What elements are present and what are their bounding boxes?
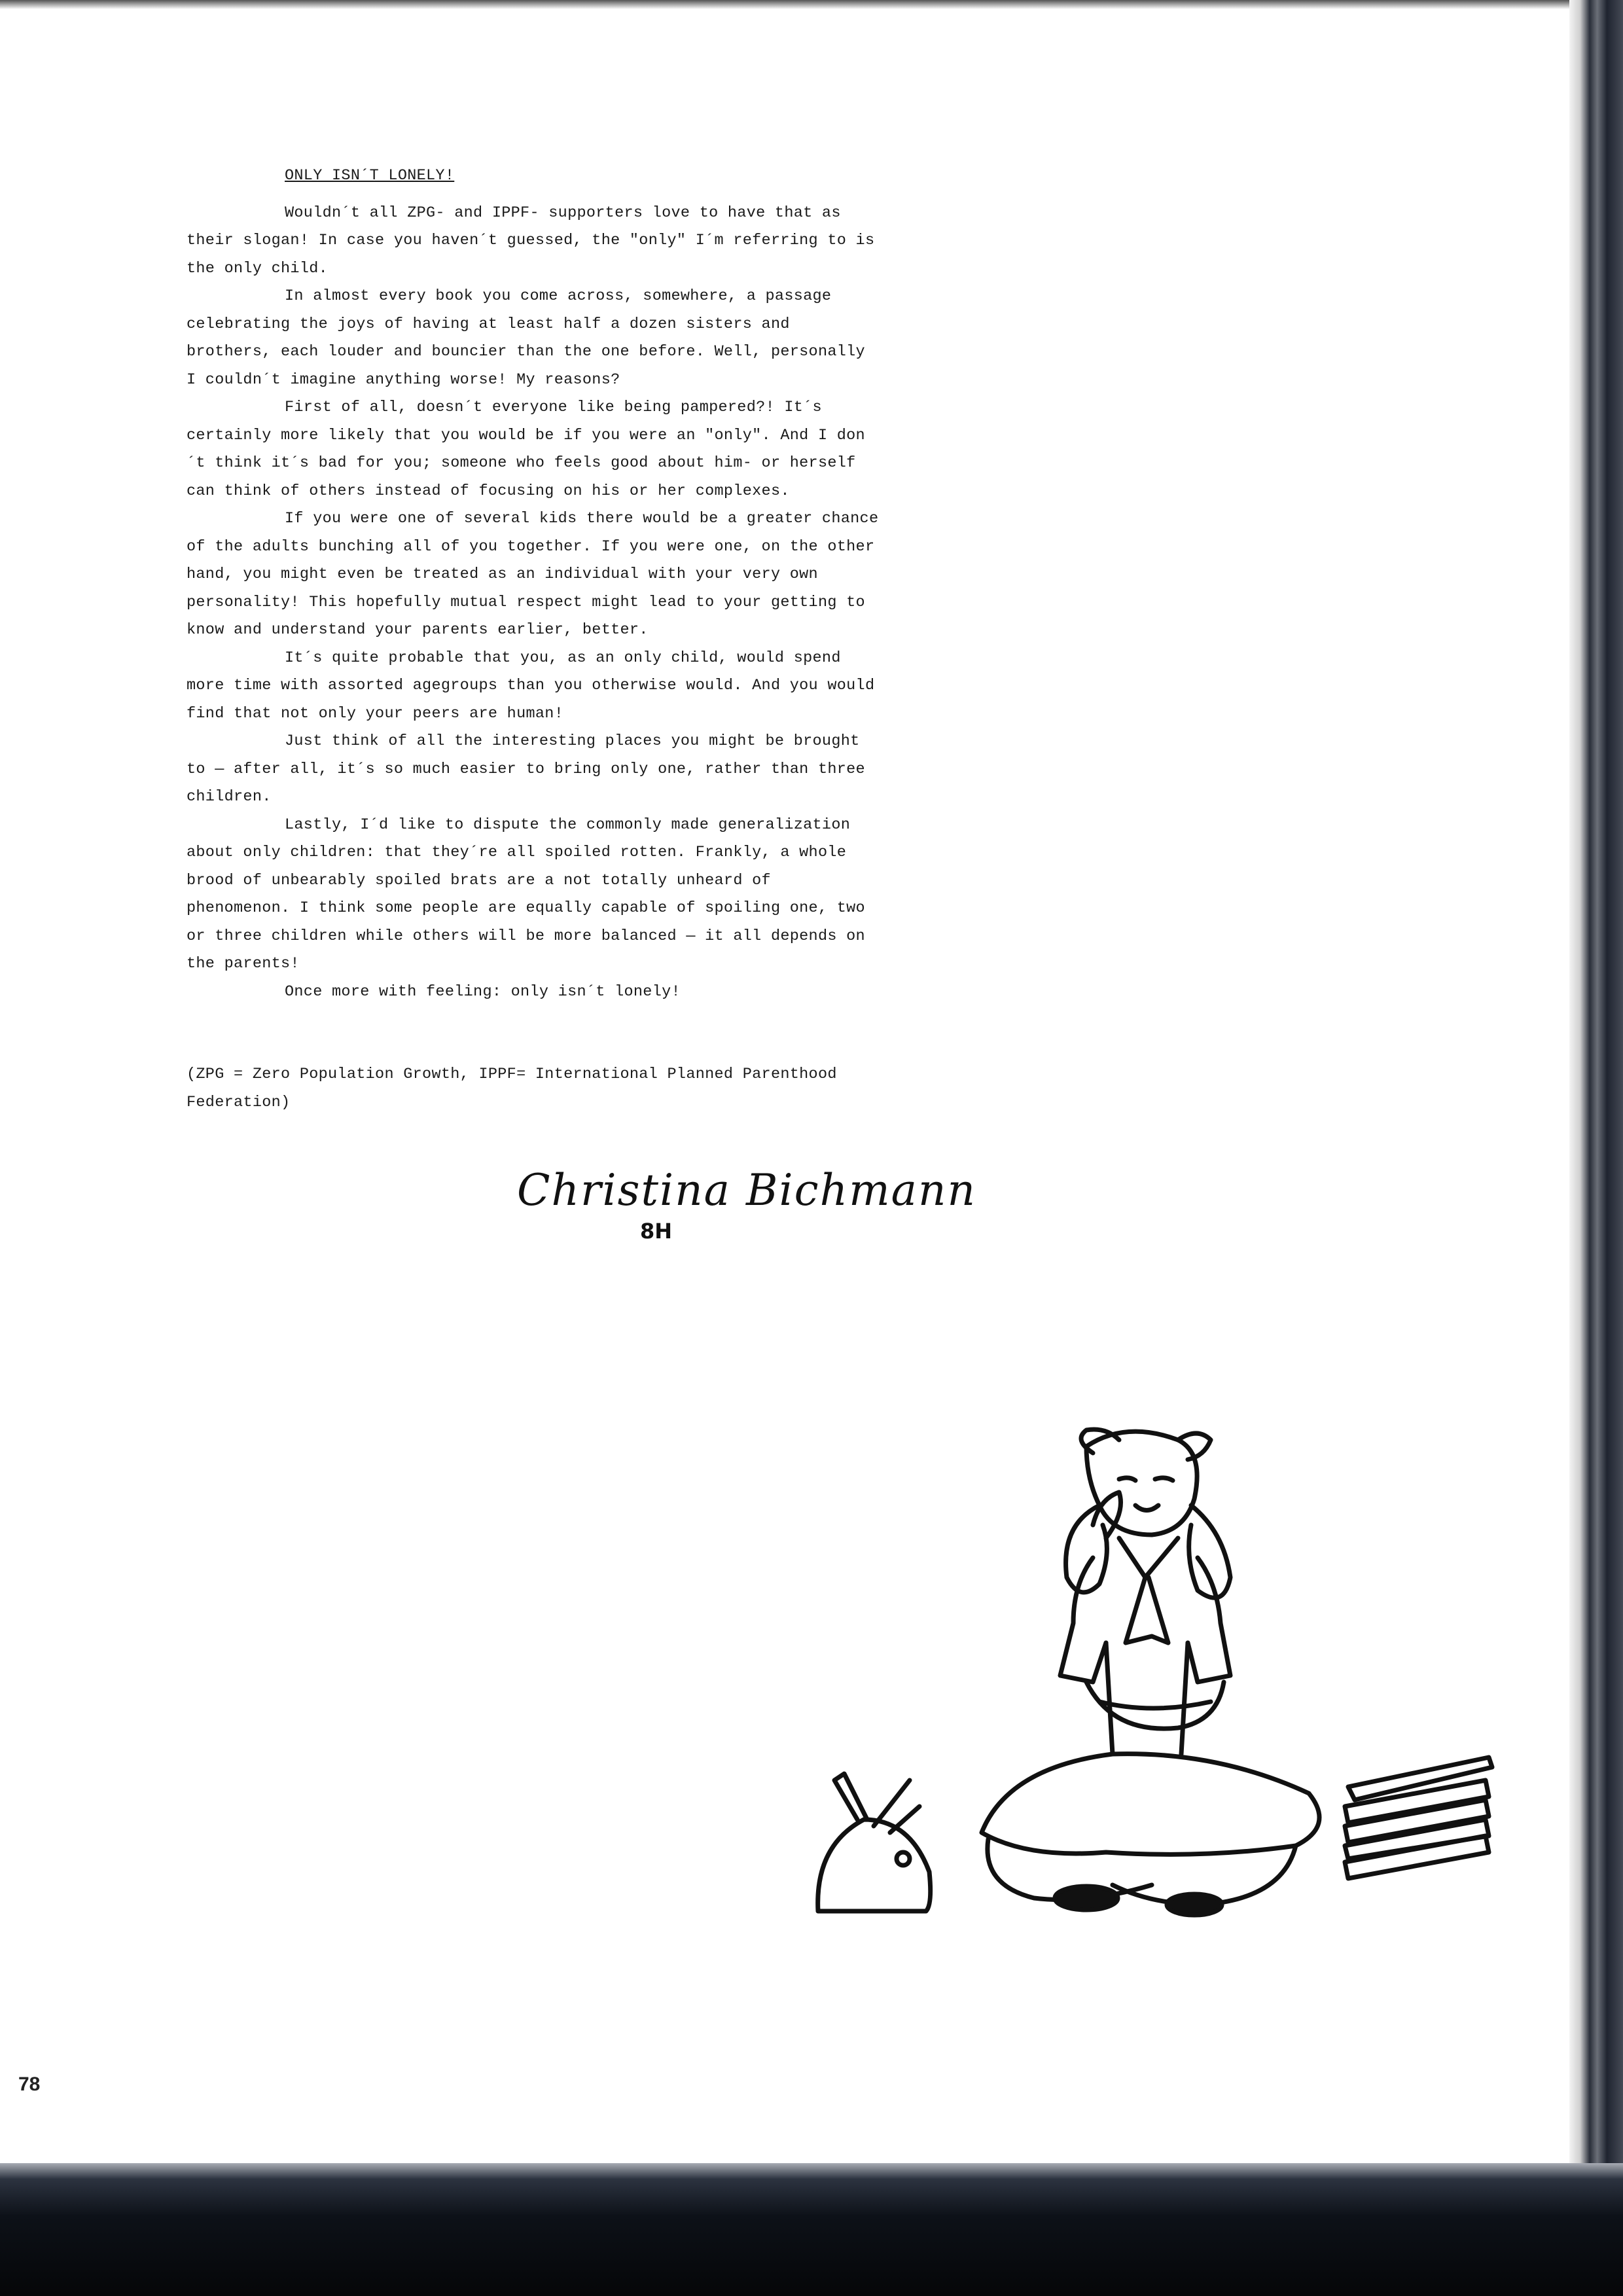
- author-signature: Christina Bichmann: [517, 1165, 977, 1215]
- stack-of-books-icon: [1345, 1757, 1492, 1878]
- article-paragraph-2: In almost every book you come across, somewhere, a passage celebrating the joys of having at least half a dozen sisters and brothers, each louder and bouncier than the one before. Well, personally I couldn´t imagine anything worse! My reasons?: [187, 287, 865, 389]
- article-footnote: (ZPG = Zero Population Growth, IPPF= International Planned Parenthood Federation): [187, 1066, 837, 1111]
- author-class: 8H: [640, 1219, 673, 1244]
- scan-bottom-edge: [0, 2163, 1623, 2296]
- article-paragraph-4: If you were one of several kids there would be a greater chance of the adults bunching all of you together. If you were one, on the other hand, you might even be treated as an individual with your very own personality! This hopefully mutual respect might lead to your getting to know and understand your parents earlier, better.: [187, 510, 879, 639]
- page-top-edge: [0, 0, 1623, 9]
- article-title: ONLY ISN´T LONELY!: [285, 167, 455, 185]
- article-paragraph-1: Wouldn´t all ZPG- and IPPF- supporters love to have that as their slogan! In case you haven´t guessed, the "only" I´m referring to is the only child.: [187, 204, 875, 278]
- article: [187, 162, 880, 1132]
- article-paragraph-5: It´s quite probable that you, as an only child, would spend more time with assorted agegroups than you otherwise would. And you would find that not only your peers are human!: [187, 649, 875, 723]
- article-paragraph-7: Lastly, I´d like to dispute the commonly made generalization about only children: that they´re all spoiled rotten. Frankly, a whole brood of unbearably spoiled brats are a not totally unheard of phenomenon. I think some people are equally capable of spoiling one, two or three children while others will be more balanced — it all depends on the parents!: [187, 816, 865, 973]
- article-paragraph-8: Once more with feeling: only isn´t lonely!: [285, 982, 681, 1001]
- book-binding: [1569, 0, 1623, 2166]
- pen-holder-icon: [818, 1774, 931, 1911]
- article-paragraph-6: Just think of all the interesting places you might be brought to — after all, it´s so much easier to bring only one, rather than three children.: [187, 732, 865, 806]
- girl-with-books-illustration: [812, 1427, 1531, 1937]
- article-paragraph-3: First of all, doesn´t everyone like being pampered?! It´s certainly more likely that you would be if you were an "only". And I don´t think it´s bad for you; someone who feels good about him- or herself can think of others instead of focusing on his or her complexes.: [187, 399, 865, 500]
- sitting-girl-drawing: [982, 1429, 1319, 1915]
- page-number: 78: [18, 2073, 41, 2095]
